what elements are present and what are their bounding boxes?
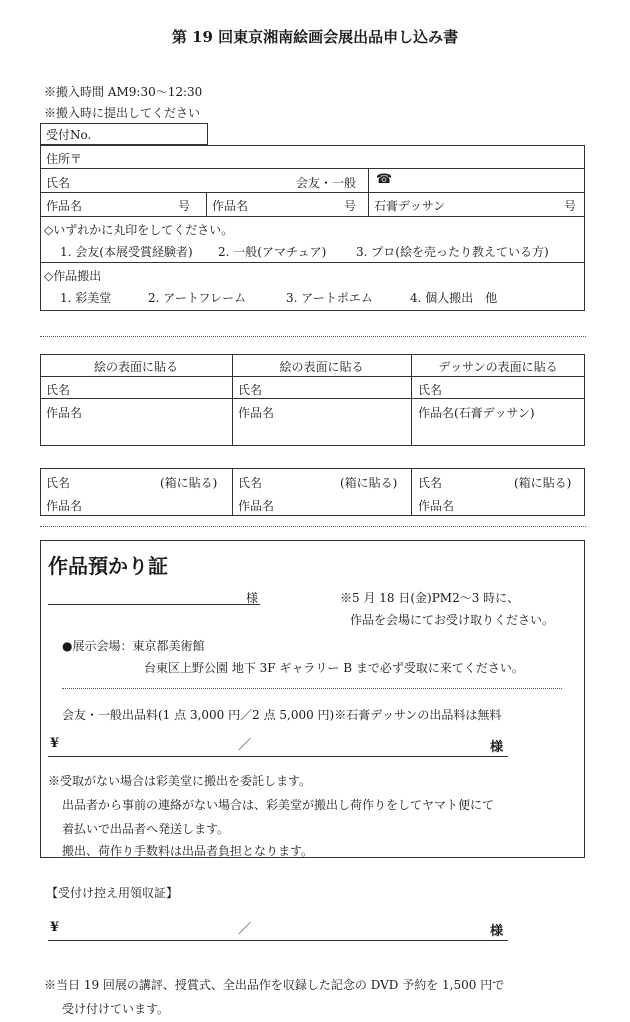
sekko-dessin-label: 石膏デッサン (374, 199, 446, 213)
note-delivery-time: ※搬入時間 AM9:30～12:30 (44, 85, 203, 99)
dvd-note-line-1: ※当日 19 回展の講評、授賞式、全出品作を収録した記念の DVD 予約を 1,500 円で (44, 978, 505, 992)
label-header-2: 絵の表面に貼る (279, 360, 364, 374)
number-suffix-3: 号 (564, 199, 577, 213)
work-name-label-1: 作品名 (46, 199, 83, 213)
label-work-2: 作品名 (238, 406, 275, 420)
box-name-3: 氏名 (418, 476, 443, 490)
note-submit: ※搬入時に提出してください (44, 106, 201, 120)
label-header-1: 絵の表面に貼る (93, 360, 178, 374)
box-note-3: (箱に貼る) (514, 476, 572, 490)
work-name-label-2: 作品名 (212, 199, 249, 213)
box-work-2: 作品名 (238, 499, 275, 513)
receipt-name-line[interactable] (48, 604, 260, 605)
box-note-1: (箱に貼る) (160, 476, 218, 490)
stub-sama: 様 (490, 924, 504, 939)
carry-option-2[interactable]: 2. アートフレーム (148, 291, 247, 305)
name-label: 氏名 (46, 176, 71, 190)
notice-line-3: 着払いで出品者へ発送します。 (62, 822, 230, 836)
cut-line-1 (40, 336, 586, 337)
member-general-label: 会友・一般 (296, 176, 357, 190)
carry-option-1[interactable]: 1. 彩美堂 (60, 291, 112, 305)
notice-line-1: ※受取がない場合は彩美堂に搬出を委託します。 (48, 774, 312, 788)
receipt-divider (62, 688, 562, 689)
label-header-3: デッサンの表面に貼る (438, 360, 558, 374)
label-name-2: 氏名 (238, 383, 263, 397)
box-note-2: (箱に貼る) (340, 476, 398, 490)
receipt-sama-2: 様 (490, 740, 504, 755)
option-pro[interactable]: 3. プロ(絵を売ったり教えている方) (356, 245, 549, 259)
box-name-2: 氏名 (238, 476, 263, 490)
receipt-sama: 様 (246, 591, 259, 605)
dvd-note-line-2: 受け付けています。 (62, 1002, 170, 1016)
notice-line-2: 出品者から事前の連絡がない場合は、彩美堂が搬出し荷作りをしてヤマト便にて (62, 798, 495, 812)
label-work-1: 作品名 (46, 406, 83, 420)
stub-amount-line[interactable] (48, 940, 508, 941)
label-work-3: 作品名(石膏デッサン) (418, 406, 535, 420)
number-suffix-1: 号 (178, 199, 191, 213)
number-suffix-2: 号 (344, 199, 357, 213)
box-name-1: 氏名 (46, 476, 71, 490)
fee-line: 会友・一般出品料(1 点 3,000 円／2 点 5,000 円)※石膏デッサンの出品料は無料 (62, 708, 502, 722)
label-name-3: 氏名 (418, 383, 443, 397)
box-work-1: 作品名 (46, 499, 83, 513)
stub-yen: ¥ (50, 920, 60, 935)
phone-icon: ☎ (376, 172, 393, 187)
pickup-line-1: ※5 月 18 日(金)PM2～3 時に、 (340, 591, 520, 605)
venue-line-1: ●展示会場：東京都美術館 (62, 639, 205, 653)
circle-prompt: ◇いずれかに丸印をしてください。 (44, 223, 234, 237)
carry-option-3[interactable]: 3. アートポエム (286, 291, 373, 305)
address-label: 住所〒 (46, 152, 83, 166)
reception-number-label: 受付No. (46, 128, 92, 142)
option-member[interactable]: 1. 会友(本展受賞経験者) (60, 245, 193, 259)
box-work-3: 作品名 (418, 499, 455, 513)
stub-title: 【受付け控え用領収証】 (46, 886, 179, 900)
stub-slash: ／ (238, 922, 252, 937)
carry-out-title: ◇作品搬出 (44, 269, 102, 283)
venue-line-2: 台東区上野公園 地下 3F ギャラリー B まで必ず受取に来てください。 (144, 661, 524, 675)
label-name-1: 氏名 (46, 383, 71, 397)
yen-sign: ¥ (50, 736, 60, 751)
page-title: 第 19 回東京湘南絵画会展出品申し込み書 (171, 28, 459, 46)
amount-line[interactable] (48, 756, 508, 757)
receipt-title: 作品預かり証 (48, 554, 168, 578)
notice-line-4: 搬出、荷作り手数料は出品者負担となります。 (62, 844, 314, 858)
amount-slash: ／ (238, 738, 252, 753)
carry-option-4[interactable]: 4. 個人搬出 他 (410, 291, 498, 305)
option-general[interactable]: 2. 一般(アマチュア) (218, 245, 327, 259)
pickup-line-2: 作品を会場にてお受け取りください。 (350, 613, 555, 627)
cut-line-2 (40, 526, 586, 527)
